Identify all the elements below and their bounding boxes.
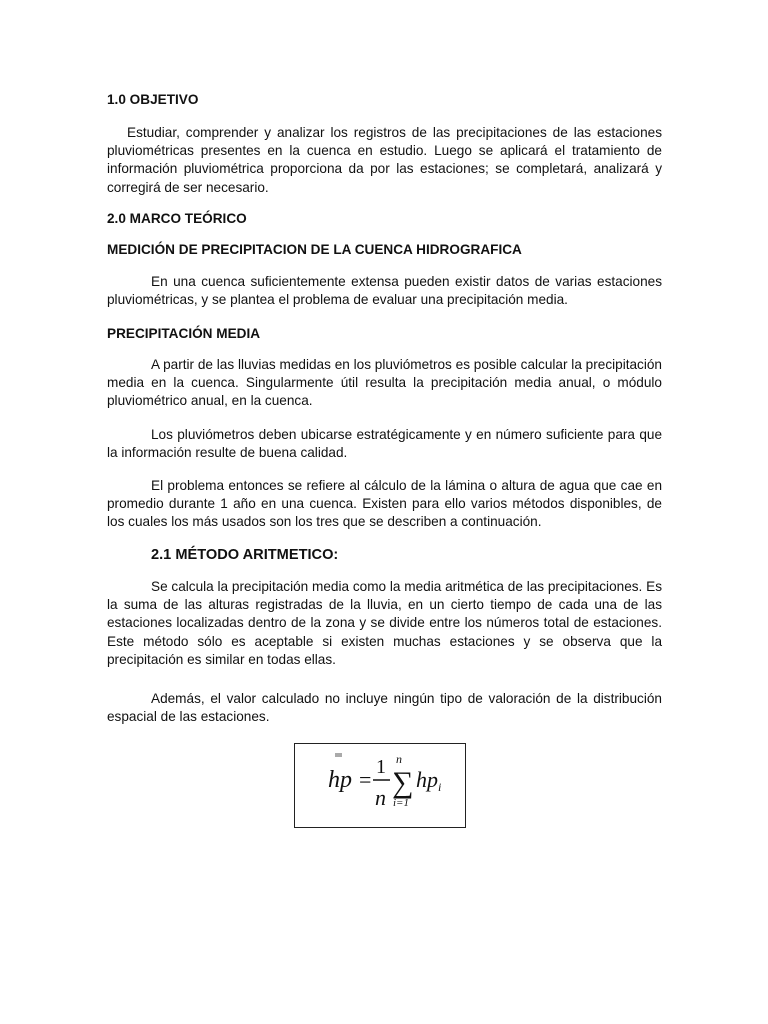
- formula-term-subscript: i: [438, 780, 442, 794]
- paragraph-medicion: En una cuenca suficientemente extensa pueden existir datos de varias estaciones pluviométricas, y se plantea el problema de evaluar una precipitación media.: [107, 274, 662, 308]
- formula-numerator: 1: [376, 756, 386, 778]
- formula-denominator: n: [375, 785, 386, 810]
- paragraph-objetivo: Estudiar, comprender y analizar los registros de las precipitaciones de las estaciones pluviométricas presentes en la cuenca en estudio. Luego se aplicará el tratamiento de información pluviométrica proporciona da por las estaciones; se completará, analizará y corregirá de ser necesario.: [107, 125, 662, 195]
- heading-medicion: MEDICIÓN DE PRECIPITACION DE LA CUENCA HIDROGRAFICA: [107, 242, 522, 257]
- formula-term: hp: [416, 767, 438, 792]
- heading-objetivo: 1.0 OBJETIVO: [107, 92, 199, 107]
- paragraph-aritmetico-2: Además, el valor calculado no incluye ningún tipo de valoración de la distribución espacial de las estaciones.: [107, 691, 662, 725]
- summation-sign: ∑: [392, 766, 414, 799]
- formula-sum-upper: n: [396, 752, 402, 766]
- formula-equals: =: [359, 767, 372, 792]
- heading-precipitacion-media: PRECIPITACIÓN MEDIA: [107, 326, 261, 341]
- formula-box: [294, 743, 466, 828]
- paragraph-media-2: Los pluviómetros deben ubicarse estratégicamente y en número suficiente para que la información resulte de buena calidad.: [107, 427, 662, 461]
- paragraph-media-1: A partir de las lluvias medidas en los pluviómetros es posible calcular la precipitación media en la cuenca. Singularmente útil resulta la precipitación media anual, o módulo pluviométrico anual, en la cuenca.: [107, 357, 662, 409]
- paragraph-media-3: El problema entonces se refiere al cálculo de la lámina o altura de agua que cae en promedio durante 1 año en una cuenca. Existen para ello varios métodos disponibles, de los cuales los más usados son los tres que se describen a continuación.: [107, 478, 662, 530]
- heading-marco-teorico: 2.0 MARCO TEÓRICO: [107, 211, 247, 226]
- formula-sum-lower: i=1: [393, 797, 409, 809]
- heading-metodo-aritmetico: 2.1 MÉTODO ARITMETICO:: [151, 547, 339, 563]
- formula-precipitacion-media: [295, 744, 467, 829]
- formula-lhs: hp: [328, 767, 352, 793]
- paragraph-aritmetico-1: Se calcula la precipitación media como la media aritmética de las precipitaciones. Es la suma de las alturas registradas de la lluvia, en un cierto tiempo de cada una de las estaciones localizadas dentro de la zona y se divide entre los números total de estaciones. Este método sólo es aceptable si existen muchas estaciones y se observa que la precipitación es similar en todas ellas.: [107, 579, 662, 667]
